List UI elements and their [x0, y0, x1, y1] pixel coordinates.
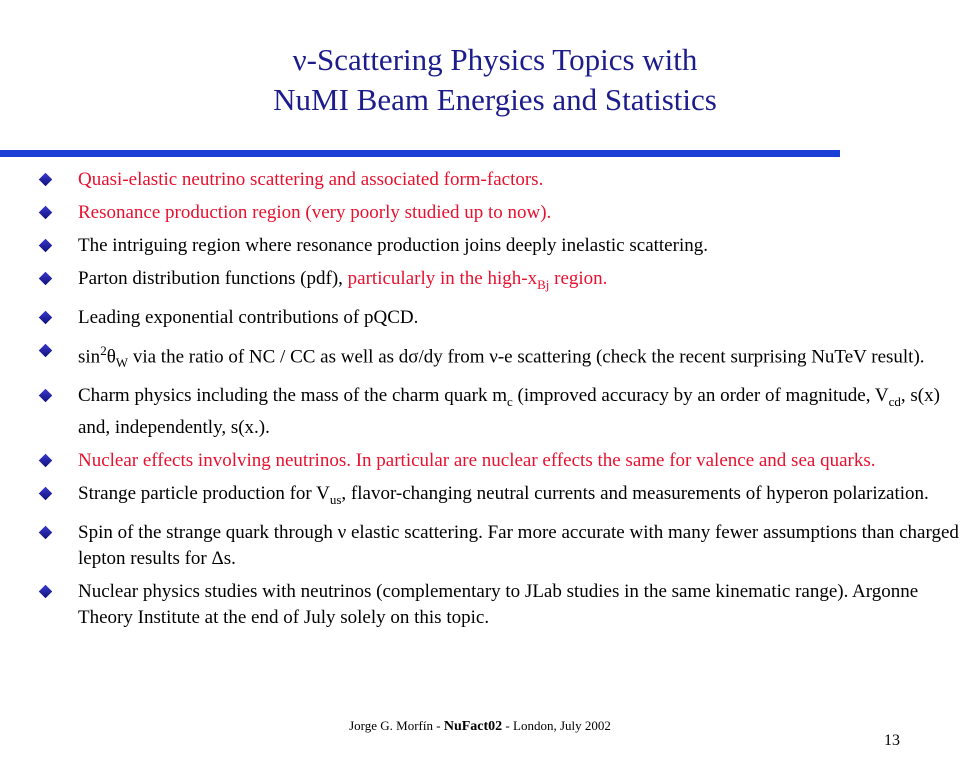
- footer-event: NuFact02: [443, 719, 503, 734]
- diamond-bullet-icon: [39, 311, 52, 324]
- subscript: Bj: [537, 276, 550, 292]
- diamond-bullet-icon: [39, 389, 52, 402]
- footer-place: - London, July 2002: [502, 718, 611, 733]
- list-item: [40, 305, 960, 331]
- list-item: [40, 383, 960, 441]
- bullet-highlight: [347, 268, 608, 292]
- diamond-bullet-icon: [39, 525, 52, 538]
- list-item: [40, 233, 960, 259]
- bullet-text-part: particularly in the high-x: [347, 268, 538, 289]
- diamond-bullet-icon: [39, 344, 52, 357]
- footer-author: Jorge G. Morfín -: [349, 718, 444, 733]
- list-item: [40, 266, 960, 298]
- bullet-text-part: , s(x) and, independently, s(x.).: [78, 384, 940, 438]
- bullet-text-part: (improved accuracy by an order of magnitude, V: [512, 384, 889, 406]
- slide-footer: [0, 718, 960, 735]
- title-divider: [0, 150, 840, 157]
- bullet-text: Quasi-elastic neutrino scattering and associated form-factors.: [78, 169, 544, 190]
- bullet-text-part: , flavor-changing neutral currents and measurements of hyperon polarization.: [341, 482, 929, 504]
- list-item: [40, 448, 960, 474]
- bullet-text-part: Charm physics including the mass of the charm quark m: [78, 384, 507, 406]
- bullet-text: Leading exponential contributions of pQCD.: [78, 306, 419, 328]
- bullet-text: Nuclear physics studies with neutrinos (complementary to JLab studies in the same kinematic range). Argonne Theory Institute at the end of July solely on this topic.: [78, 580, 919, 628]
- bullet-text-part: region.: [549, 268, 608, 289]
- bullet-text-part: θ: [106, 346, 116, 368]
- subscript: us: [329, 491, 342, 507]
- title-line-2: NuMI Beam Energies and Statistics: [273, 82, 717, 117]
- bullet-text: Resonance production region (very poorly studied up to now).: [78, 202, 552, 223]
- bullet-list: [40, 167, 960, 638]
- bullet-text-part: sin: [78, 346, 101, 368]
- subscript: c: [507, 393, 513, 409]
- diamond-bullet-icon: [39, 239, 52, 252]
- list-item: [40, 520, 960, 572]
- diamond-bullet-icon: [39, 584, 52, 597]
- superscript: 2: [100, 342, 107, 358]
- diamond-bullet-icon: [39, 454, 52, 467]
- list-item: [40, 167, 960, 193]
- diamond-bullet-icon: [39, 173, 52, 186]
- subscript: cd: [888, 393, 901, 409]
- title-line-1: ν-Scattering Physics Topics with: [292, 42, 698, 77]
- bullet-text-part: Strange particle production for V: [78, 482, 330, 504]
- list-item: [40, 338, 960, 376]
- diamond-bullet-icon: [39, 487, 52, 500]
- diamond-bullet-icon: [39, 206, 52, 219]
- subscript: W: [115, 354, 129, 370]
- bullet-text: Spin of the strange quark through ν elastic scattering. Far more accurate with many fewer assumptions than charged lepton results for Δs.: [78, 521, 959, 569]
- diamond-bullet-icon: [39, 272, 52, 285]
- list-item: [40, 579, 960, 631]
- bullet-text-part: via the ratio of NC / CC as well as dσ/dy from ν-e scattering (check the recent surprising NuTeV result).: [128, 346, 925, 368]
- page-number: 13: [884, 732, 900, 749]
- bullet-text: The intriguing region where resonance production joins deeply inelastic scattering.: [78, 235, 708, 256]
- slide-title: [0, 40, 960, 120]
- bullet-text: Parton distribution functions (pdf),: [78, 268, 348, 289]
- list-item: [40, 481, 960, 513]
- list-item: [40, 200, 960, 226]
- bullet-text: Nuclear effects involving neutrinos. In particular are nuclear effects the same for valence and sea quarks.: [78, 449, 876, 471]
